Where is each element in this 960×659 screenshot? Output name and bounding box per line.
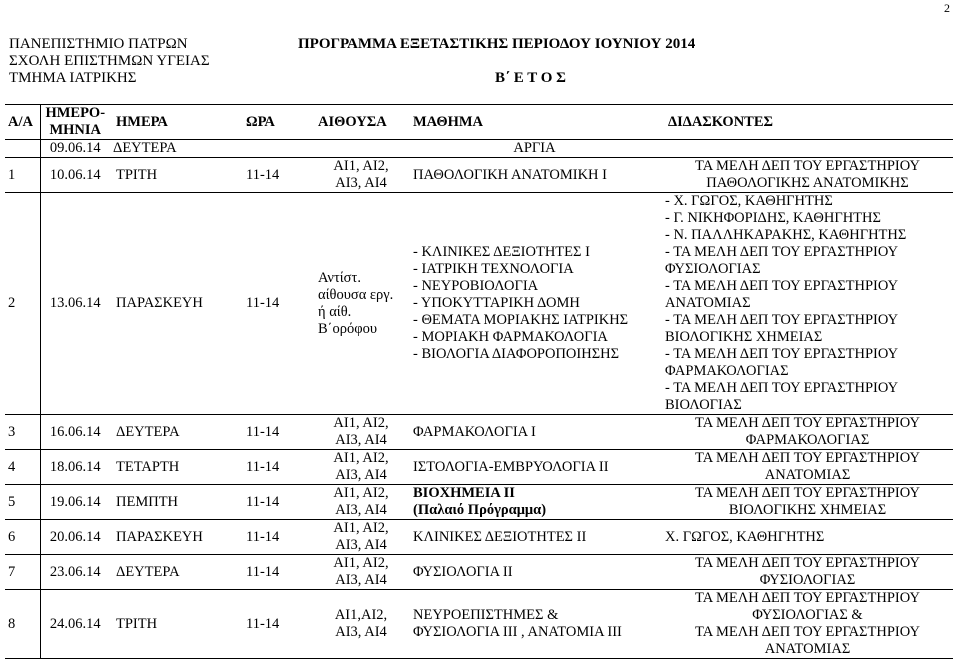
row-course (407, 520, 662, 555)
program-title: ΠΡΟΓΡΑΜΜΑ ΕΞΕΤΑΣΤΙΚΗΣ ΠΕΡΙΟΔΟΥ ΙΟΥΝΙΟΥ 2014 (298, 36, 696, 52)
row-room (315, 520, 407, 555)
row-instructors (662, 590, 953, 659)
course-line: - ΝΕΥΡΟΒΙΟΛΟΓΙΑ (413, 278, 539, 294)
row-time: 11-14 (240, 158, 315, 193)
instructor-line: ΦΑΡΜΑΚΟΛΟΓΙΑΣ (745, 432, 870, 448)
course-line: - ΚΛΙΝΙΚΕΣ ΔΕΞΙΟΤΗΤΕΣ Ι (413, 244, 590, 260)
row-date: 16.06.14 (40, 415, 110, 450)
col-header-instructors: ΔΙΔΑΣΚΟΝΤΕΣ (662, 105, 953, 140)
table-row (5, 158, 953, 193)
holiday-day: ΔΕΥΤΕΡΑ (110, 140, 240, 158)
col-header-aa: Α/Α (5, 105, 40, 140)
department-name: ΤΜΗΜΑ ΙΑΤΡΙΚΗΣ (9, 70, 137, 86)
instructor-line: ΤΑ ΜΕΛΗ ΔΕΠ ΤΟΥ ΕΡΓΑΣΤΗΡΙΟΥ (695, 450, 920, 466)
instructor-line: ΑΝΑΤΟΜΙΑΣ (665, 295, 751, 311)
course-line: - ΙΑΤΡΙΚΗ ΤΕΧΝΟΛΟΓΙΑ (413, 261, 574, 277)
col-header-date: ΗΜΕΡΟ- ΜΗΝΙΑ (40, 105, 110, 140)
row-date: 20.06.14 (40, 520, 110, 555)
course-line: - ΘΕΜΑΤΑ ΜΟΡΙΑΚΗΣ ΙΑΤΡΙΚΗΣ (413, 312, 629, 328)
year-title: Β΄ Ε Τ Ο Σ (495, 70, 566, 86)
row-day: ΤΡΙΤΗ (110, 158, 240, 193)
row-room (315, 193, 407, 415)
row-time: 11-14 (240, 415, 315, 450)
instructor-line: - ΤΑ ΜΕΛΗ ΔΕΠ ΤΟΥ ΕΡΓΑΣΤΗΡΙΟΥ (665, 244, 899, 260)
instructor-line: - ΤΑ ΜΕΛΗ ΔΕΠ ΤΟΥ ΕΡΓΑΣΤΗΡΙΟΥ (665, 312, 899, 328)
row-time: 11-14 (240, 555, 315, 590)
room-line: ΑΙ3, ΑΙ4 (335, 537, 387, 553)
course-line: - ΥΠΟΚΥΤΤΑΡΙΚΗ ΔΟΜΗ (413, 295, 580, 311)
col-header-room: ΑΙΘΟΥΣΑ (315, 105, 407, 140)
row-number: 5 (5, 485, 40, 520)
instructor-line: ΑΝΑΤΟΜΙΑΣ (764, 641, 851, 657)
row-room (315, 590, 407, 659)
row-day: ΤΕΤΑΡΤΗ (110, 450, 240, 485)
row-course (407, 485, 662, 520)
course-line: - ΒΙΟΛΟΓΙΑ ΔΙΑΦΟΡΟΠΟΙΗΣΗΣ (413, 346, 620, 362)
room-line: ΑΙ1, ΑΙ2, (333, 158, 389, 174)
instructor-line: ΒΙΟΛΟΓΙΑΣ (665, 397, 742, 413)
row-date: 24.06.14 (40, 590, 110, 659)
course-line: - ΜΟΡΙΑΚΗ ΦΑΡΜΑΚΟΛΟΓΙΑ (413, 329, 608, 345)
course-line: ΦΥΣΙΟΛΟΓΙΑ ΙΙΙ , ΑΝΑΤΟΜΙΑ ΙΙΙ (413, 624, 622, 640)
row-number: 4 (5, 450, 40, 485)
row-day: ΠΕΜΠΤΗ (110, 485, 240, 520)
room-line: αίθουσα εργ. (318, 286, 394, 303)
instructor-line: - ΤΑ ΜΕΛΗ ΔΕΠ ΤΟΥ ΕΡΓΑΣΤΗΡΙΟΥ (665, 346, 899, 362)
room-line: ή αίθ. (318, 303, 352, 320)
table-header-row (5, 105, 953, 140)
instructor-line: - ΤΑ ΜΕΛΗ ΔΕΠ ΤΟΥ ΕΡΓΑΣΤΗΡΙΟΥ (665, 380, 899, 396)
row-room (315, 415, 407, 450)
course-line: ΙΣΤΟΛΟΓΙΑ-ΕΜΒΡΥΟΛΟΓΙΑ ΙΙ (413, 458, 609, 475)
row-day: ΠΑΡΑΣΚΕΥΗ (110, 520, 240, 555)
row-instructors (662, 555, 953, 590)
room-line: ΑΙ1, ΑΙ2, (333, 415, 389, 431)
row-instructors (662, 450, 953, 485)
course-line: ΠΑΘΟΛΟΓΙΚΗ ΑΝΑΤΟΜΙΚΗ Ι (413, 166, 607, 183)
row-course (407, 450, 662, 485)
row-day: ΔΕΥΤΕΡΑ (110, 415, 240, 450)
holiday-row (5, 140, 953, 158)
row-number: 6 (5, 520, 40, 555)
row-course (407, 590, 662, 659)
row-time: 11-14 (240, 485, 315, 520)
room-line: ΑΙ3, ΑΙ4 (335, 175, 387, 191)
room-line: Β΄ορόφου (318, 320, 378, 337)
course-line: ΚΛΙΝΙΚΕΣ ΔΕΞΙΟΤΗΤΕΣ ΙΙ (413, 528, 587, 545)
room-line: ΑΙ1, ΑΙ2, (333, 520, 389, 536)
instructor-line: ΤΑ ΜΕΛΗ ΔΕΠ ΤΟΥ ΕΡΓΑΣΤΗΡΙΟΥ (695, 415, 920, 431)
row-number: 3 (5, 415, 40, 450)
row-day: ΔΕΥΤΕΡΑ (110, 555, 240, 590)
instructor-line: ΤΑ ΜΕΛΗ ΔΕΠ ΤΟΥ ΕΡΓΑΣΤΗΡΙΟΥ (695, 555, 920, 571)
row-date: 18.06.14 (40, 450, 110, 485)
row-room (315, 450, 407, 485)
room-line: ΑΙ3, ΑΙ4 (335, 502, 387, 518)
room-line: ΑΙ1,ΑΙ2, (334, 607, 388, 623)
course-line: ΝΕΥΡΟΕΠΙΣΤΗΜΕΣ & (413, 607, 559, 623)
row-course (407, 158, 662, 193)
row-room (315, 158, 407, 193)
row-number: 7 (5, 555, 40, 590)
row-course (407, 555, 662, 590)
row-instructors (662, 415, 953, 450)
row-date: 10.06.14 (40, 158, 110, 193)
page-number: 2 (944, 1, 950, 15)
instructor-line: ΤΑ ΜΕΛΗ ΔΕΠ ΤΟΥ ΕΡΓΑΣΤΗΡΙΟΥ (695, 158, 920, 174)
room-line: ΑΙ1, ΑΙ2, (333, 555, 389, 571)
row-time: 11-14 (240, 450, 315, 485)
exam-schedule-table (5, 104, 953, 659)
row-time: 11-14 (240, 590, 315, 659)
course-line: ΦΑΡΜΑΚΟΛΟΓΙΑ Ι (413, 423, 536, 440)
row-number: 8 (5, 590, 40, 659)
school-name: ΣΧΟΛΗ ΕΠΙΣΤΗΜΩΝ ΥΓΕΙΑΣ (9, 53, 210, 69)
col-header-time: ΩΡΑ (240, 105, 315, 140)
row-date: 13.06.14 (40, 193, 110, 415)
row-instructors (662, 520, 953, 555)
holiday-note: ΑΡΓΙΑ (407, 140, 662, 158)
instructor-line: ΤΑ ΜΕΛΗ ΔΕΠ ΤΟΥ ΕΡΓΑΣΤΗΡΙΟΥ (695, 485, 920, 501)
course-line: ΦΥΣΙΟΛΟΓΙΑ ΙΙ (413, 563, 513, 580)
university-name: ΠΑΝΕΠΙΣΤΗΜΙΟ ΠΑΤΡΩΝ (9, 36, 188, 52)
row-time: 11-14 (240, 193, 315, 415)
row-room (315, 555, 407, 590)
table-row (5, 450, 953, 485)
instructor-line: ΦΥΣΙΟΛΟΓΙΑΣ & (752, 607, 863, 623)
col-header-day: ΗΜΕΡΑ (110, 105, 240, 140)
row-date: 23.06.14 (40, 555, 110, 590)
room-line: ΑΙ3, ΑΙ4 (335, 467, 387, 483)
table-row (5, 193, 953, 415)
room-line: ΑΙ3, ΑΙ4 (335, 624, 387, 640)
instructor-line: - ΤΑ ΜΕΛΗ ΔΕΠ ΤΟΥ ΕΡΓΑΣΤΗΡΙΟΥ (665, 278, 899, 294)
room-line: ΑΙ1, ΑΙ2, (333, 485, 389, 501)
room-line: ΑΙ3, ΑΙ4 (335, 572, 387, 588)
table-row (5, 485, 953, 520)
row-time: 11-14 (240, 520, 315, 555)
table-row (5, 520, 953, 555)
row-room (315, 485, 407, 520)
row-number: 2 (5, 193, 40, 415)
instructor-line: ΦΥΣΙΟΛΟΓΙΑΣ (759, 572, 856, 588)
row-course (407, 193, 662, 415)
room-line: Αντίστ. (318, 269, 361, 286)
instructor-line: Χ. ΓΩΓΟΣ, ΚΑΘΗΓΗΤΗΣ (665, 528, 825, 545)
row-course (407, 415, 662, 450)
instructor-line: ΒΙΟΛΟΓΙΚΗΣ ΧΗΜΕΙΑΣ (665, 329, 823, 345)
instructor-line: ΠΑΘΟΛΟΓΙΚΗΣ ΑΝΑΤΟΜΙΚΗΣ (706, 175, 909, 191)
row-day: ΠΑΡΑΣΚΕΥΗ (110, 193, 240, 415)
course-line: (Παλαιό Πρόγραμμα) (413, 502, 547, 518)
instructor-line: ΦΥΣΙΟΛΟΓΙΑΣ (665, 261, 761, 277)
col-header-course: ΜΑΘΗΜΑ (407, 105, 662, 140)
table-row (5, 590, 953, 659)
holiday-date: 09.06.14 (40, 140, 110, 158)
row-day: ΤΡΙΤΗ (110, 590, 240, 659)
instructor-line: ΤΑ ΜΕΛΗ ΔΕΠ ΤΟΥ ΕΡΓΑΣΤΗΡΙΟΥ (695, 624, 920, 640)
row-instructors (662, 158, 953, 193)
row-instructors (662, 485, 953, 520)
instructor-line: ΤΑ ΜΕΛΗ ΔΕΠ ΤΟΥ ΕΡΓΑΣΤΗΡΙΟΥ (695, 590, 920, 606)
room-line: ΑΙ1, ΑΙ2, (333, 450, 389, 466)
instructor-line: ΑΝΑΤΟΜΙΑΣ (764, 467, 851, 483)
row-number: 1 (5, 158, 40, 193)
course-line: ΒΙΟΧΗΜΕΙΑ ΙΙ (413, 485, 515, 501)
room-line: ΑΙ3, ΑΙ4 (335, 432, 387, 448)
instructor-line: - Γ. ΝΙΚΗΦΟΡΙΔΗΣ, ΚΑΘΗΓΗΤΗΣ (665, 210, 881, 226)
table-row (5, 555, 953, 590)
row-instructors (662, 193, 953, 415)
table-row (5, 415, 953, 450)
instructor-line: ΦΑΡΜΑΚΟΛΟΓΙΑΣ (665, 363, 789, 379)
instructor-line: - Ν. ΠΑΛΛΗΚΑΡΑΚΗΣ, ΚΑΘΗΓΗΤΗΣ (665, 227, 907, 243)
row-date: 19.06.14 (40, 485, 110, 520)
instructor-line: ΒΙΟΛΟΓΙΚΗΣ ΧΗΜΕΙΑΣ (728, 502, 887, 518)
instructor-line: - Χ. ΓΩΓΟΣ, ΚΑΘΗΓΗΤΗΣ (665, 193, 833, 209)
